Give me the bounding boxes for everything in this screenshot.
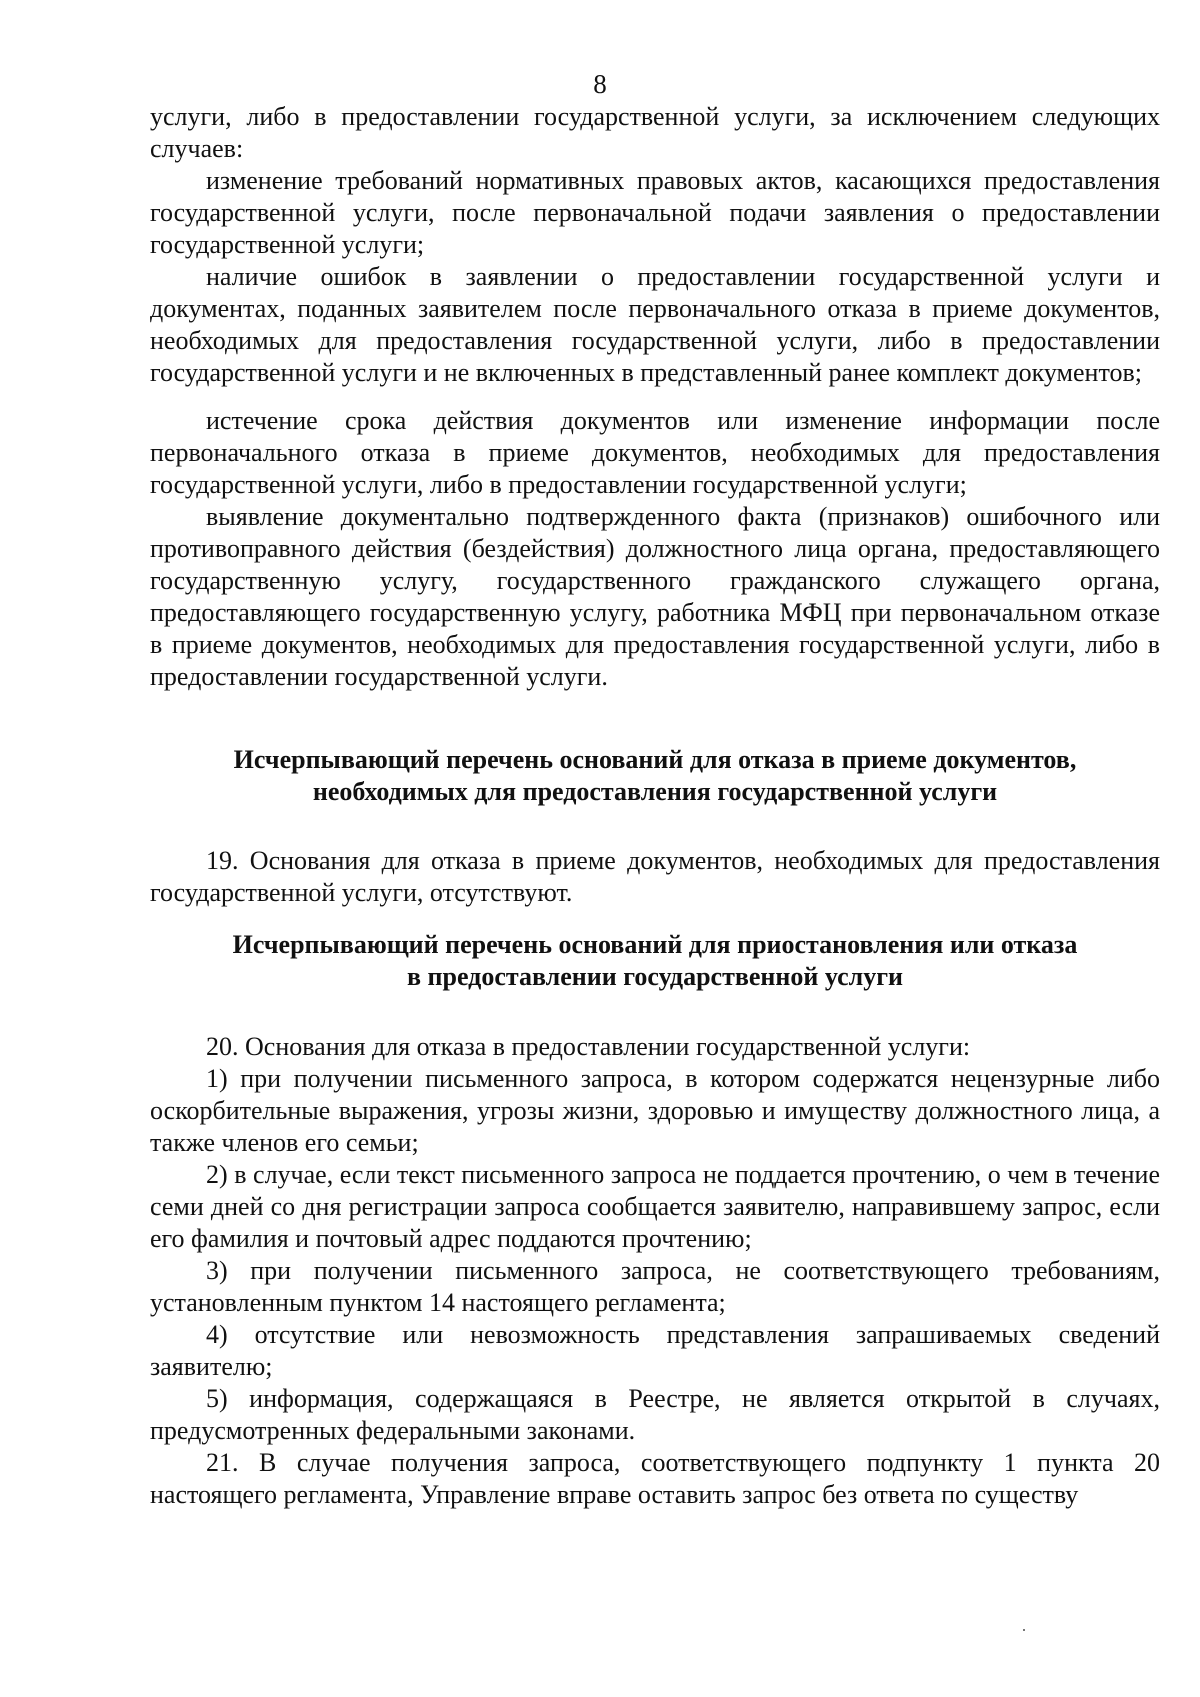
section-heading-2-line2: в предоставлении государственной услуги xyxy=(406,962,903,991)
page-number: 8 xyxy=(593,69,607,99)
section-heading-2-line1: Исчерпывающий перечень оснований для приостановления или отказа xyxy=(232,930,1078,959)
paragraph-19: 19. Основания для отказа в приеме документов, необходимых для предоставления государственной услуги, отсутствуют. xyxy=(150,846,1160,907)
case-item-1: изменение требований нормативных правовых актов, касающихся предоставления государственной услуги, после первоначальной подачи заявления о предоставлении государственной услуги; xyxy=(150,166,1160,259)
case-item-4: выявление документально подтвержденного факта (признаков) ошибочного или противоправного действия (бездействия) должностного лица органа, предоставляющего государственную услугу, государственного гражданского служащего органа, предоставляющего государственную услугу, работника МФЦ при первоначальном отказе в приеме документов, необходимых для предоставления государственной услуги, либо в предоставлении государственной услуги. xyxy=(150,502,1160,691)
paragraph-continuation: услуги, либо в предоставлении государственной услуги, за исключением следующих случаев: xyxy=(150,102,1160,163)
reason-item-4: 4) отсутствие или невозможность представления запрашиваемых сведений заявителю; xyxy=(150,1320,1160,1381)
case-item-3: истечение срока действия документов или изменение информации после первоначального отказа в приеме документов, необходимых для предоставления государственной услуги, либо в предоставлении государственной услуги; xyxy=(150,406,1160,499)
section-heading-1-line2: необходимых для предоставления государственной услуги xyxy=(312,777,998,806)
paragraph-21: 21. В случае получения запроса, соответствующего подпункту 1 пункта 20 настоящего регламента, Управление вправе оставить запрос без ответа по существу xyxy=(150,1448,1160,1509)
section-heading-2 xyxy=(150,929,1160,993)
reason-item-5: 5) информация, содержащаяся в Реестре, не является открытой в случаях, предусмотренных федеральными законами. xyxy=(150,1384,1160,1445)
reason-item-1: 1) при получении письменного запроса, в котором содержатся нецензурные либо оскорбительные выражения, угрозы жизни, здоровью и имуществу должностного лица, а также членов его семьи; xyxy=(150,1064,1160,1157)
scan-speck xyxy=(1023,1629,1025,1631)
reason-item-3: 3) при получении письменного запроса, не соответствующего требованиям, установленным пунктом 14 настоящего регламента; xyxy=(150,1256,1160,1317)
case-item-2: наличие ошибок в заявлении о предоставлении государственной услуги и документах, поданных заявителем после первоначального отказа в приеме документов, необходимых для предоставления государственной услуги, либо в предоставлении государственной услуги и не включенных в представленный ранее комплект документов; xyxy=(150,262,1160,387)
section-heading-1-line1: Исчерпывающий перечень оснований для отказа в приеме документов, xyxy=(233,745,1077,774)
paragraph-20: 20. Основания для отказа в предоставлении государственной услуги: xyxy=(206,1032,971,1061)
reason-item-2: 2) в случае, если текст письменного запроса не поддается прочтению, о чем в течение семи дней со дня регистрации запроса сообщается заявителю, направившему запрос, если его фамилия и почтовый адрес поддаются прочтению; xyxy=(150,1160,1160,1253)
section-heading-1 xyxy=(150,744,1160,808)
